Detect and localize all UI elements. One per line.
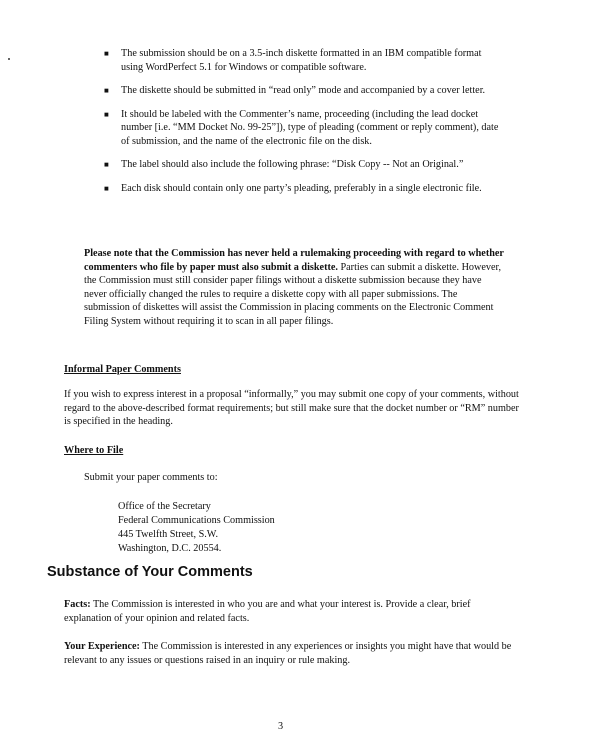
mailing-address — [118, 500, 275, 556]
list-item — [104, 108, 504, 149]
list-item-text: The submission should be on a 3.5-inch diskette formatted in an IBM compatible format using WordPerfect 5.1 for Windows or compatible software. — [121, 48, 482, 73]
informal-comments-heading: Informal Paper Comments — [64, 364, 181, 375]
section-title: Substance of Your Comments — [47, 564, 253, 580]
square-bullet-icon: ■ — [104, 49, 109, 58]
diskette-note-paragraph — [84, 247, 504, 328]
facts-text: The Commission is interested in who you are and what your interest is. Provide a clear, brief explanation of your opinion and related facts. — [64, 599, 471, 624]
facts-paragraph — [64, 598, 519, 625]
experience-paragraph — [64, 640, 519, 667]
list-item — [104, 158, 504, 172]
experience-text: The Commission is interested in any experiences or insights you might have that would be relevant to any issues or questions raised in an inquiry or rule making. — [64, 641, 512, 666]
note-bold-text: Please note that the Commission has never held a rulemaking proceeding with regard to whether commenters who file by paper must also submit a diskette. — [84, 248, 504, 273]
list-item-text: Each disk should contain only one party’s pleading, preferably in a single electronic file. — [121, 182, 482, 194]
square-bullet-icon: ■ — [104, 86, 109, 95]
list-item — [104, 84, 504, 98]
square-bullet-icon: ■ — [104, 109, 109, 119]
square-bullet-icon: ■ — [104, 183, 109, 193]
facts-label: Facts: — [64, 599, 91, 610]
submit-intro: Submit your paper comments to: — [84, 472, 218, 483]
informal-comments-paragraph: If you wish to express interest in a proposal “informally,” you may submit one copy of your comments, without regard to the above-described format requirements; but still make sure that the docket number or “RM” number is specified in the heading. — [64, 389, 519, 427]
note-text: Parties can submit a diskette. However, the Commission must still consider paper filings without a diskette submission because they have never officially changed the rules to require a diskette copy with all paper submissions. The submission of diskettes will assist the Commission in placing comments on the Electronic Comment Filing System without requiring it to scan in all paper filings. — [84, 261, 502, 327]
address-line: Federal Communications Commission — [118, 515, 275, 526]
address-line: Office of the Secretary — [118, 501, 211, 512]
square-bullet-icon: ■ — [104, 160, 109, 169]
list-item — [104, 182, 504, 196]
page-number: 3 — [278, 721, 284, 732]
address-line: 445 Twelfth Street, S.W. — [118, 529, 219, 540]
experience-label: Your Experience: — [64, 641, 140, 652]
where-to-file-heading: Where to File — [64, 445, 124, 456]
scan-mark — [8, 58, 10, 60]
list-item-text: It should be labeled with the Commenter’s name, proceeding (including the lead docket number [i.e. “MM Docket No. 99-25”]), type of pleading (comment or reply comment), date of submission, and the name of the electronic file on the disk. — [121, 108, 499, 147]
list-item-text: The diskette should be submitted in “read only” mode and accompanied by a cover letter. — [121, 85, 486, 96]
list-item — [104, 47, 504, 74]
list-item-text: The label should also include the following phrase: “Disk Copy -- Not an Original.” — [121, 159, 464, 170]
address-line: Washington, D.C. 20554. — [118, 543, 222, 554]
diskette-requirements-list — [104, 47, 504, 205]
